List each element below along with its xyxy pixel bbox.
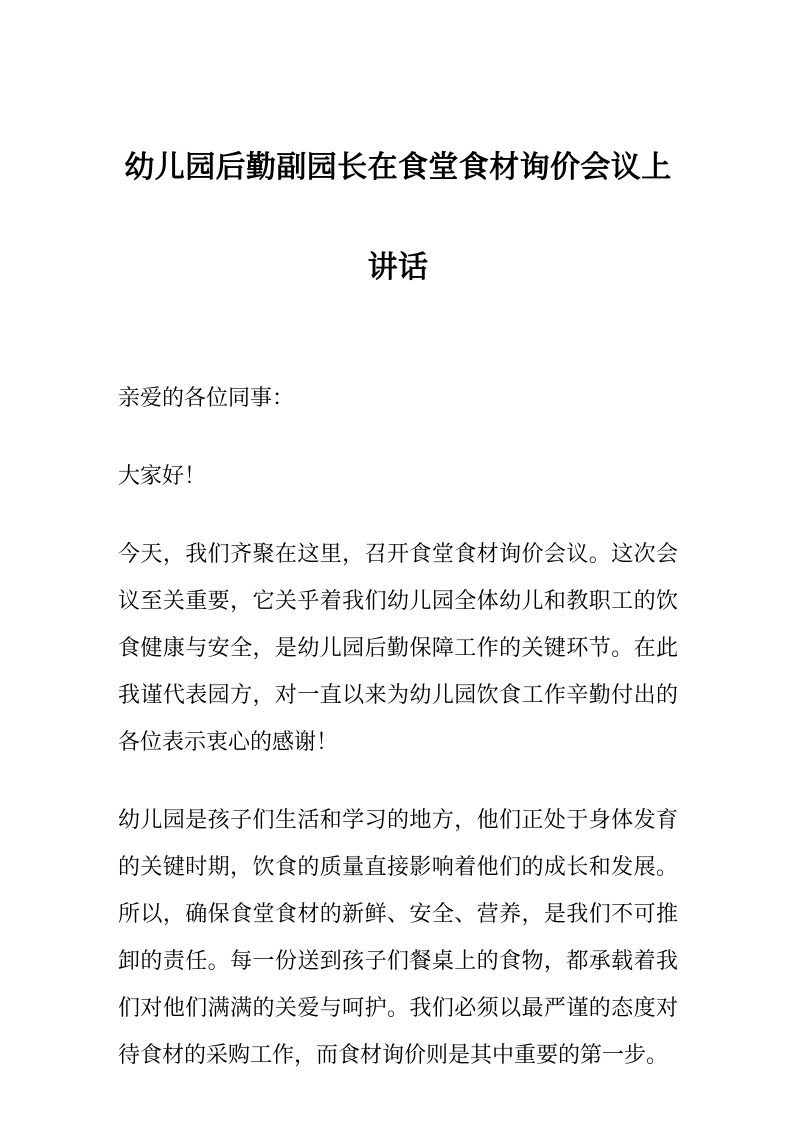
document-title: 幼儿园后勤副园长在食堂食材询价会议上讲话 bbox=[124, 151, 672, 284]
paragraph-greeting: 大家好！ bbox=[118, 463, 207, 488]
paragraph-opening-remarks: 今天，我们齐聚在这里，召开食堂食材询价会议。这次会议至关重要，它关乎着我们幼儿园全体幼儿和教职工的饮食健康与安全，是幼儿园后勤保障工作的关键环节。在此我谨代表园方，对一直以来为幼儿园饮食工作辛勤付出的各位表示衷心的感谢！ bbox=[118, 541, 678, 754]
document-body bbox=[118, 374, 678, 1078]
paragraph-salutation: 亲爱的各位同事： bbox=[118, 385, 295, 410]
page-content-area bbox=[118, 0, 678, 1078]
paragraph-food-safety-responsibility: 幼儿园是孩子们生活和学习的地方，他们正处于身体发育的关键时期，饮食的质量直接影响着他们的成长和发展。所以，确保食堂食材的新鲜、安全、营养，是我们不可推卸的责任。每一份送到孩子们餐桌上的食物，都承载着我们对他们满满的关爱与呵护。我们必须以最严谨的态度对待食材的采购工作，而食材询价则是其中重要的第一步。 bbox=[118, 807, 678, 1067]
